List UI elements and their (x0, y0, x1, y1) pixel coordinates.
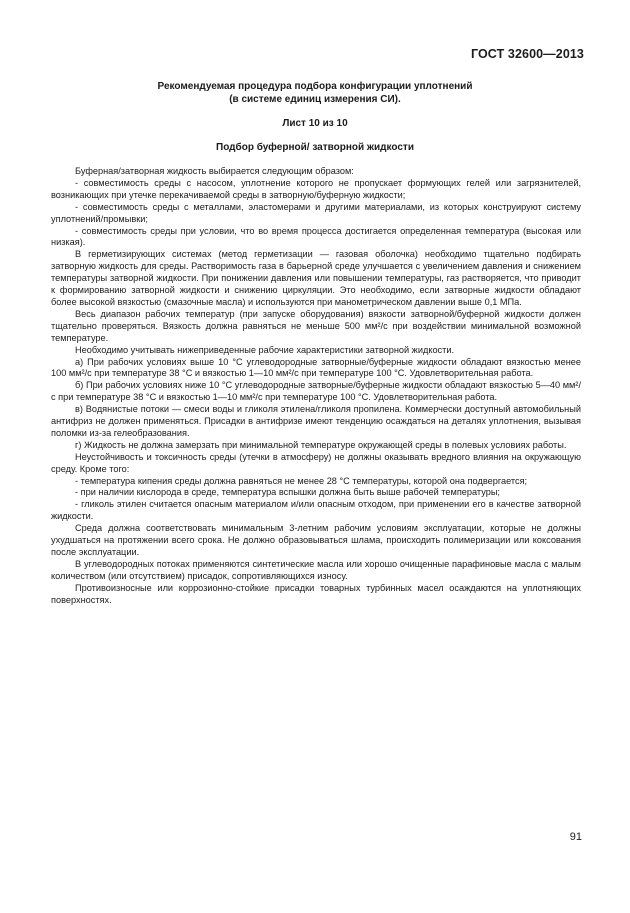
paragraph: Среда должна соответствовать минимальным 3-летним рабочим условиям эксплуатации, которые не должны ухудшаться на протяжении всего срока. Не должно образовываться шлама, происходить полимеризации или коксования после эксплуатации. (51, 523, 581, 557)
paragraph: - гликоль этилен считается опасным материалом и/или опасным отходом, при применении его в качестве затворной жидкости. (51, 499, 581, 522)
title-line-1: Рекомендуемая процедура подбора конфигурации уплотнений (157, 81, 473, 92)
paragraph: Противоизносные или коррозионно-стойкие присадки товарных турбинных масел осаждаются на уплотняющих поверхностях. (51, 582, 581, 605)
paragraph: - совместимость среды при условии, что во время процесса достигается определенная температура (высокая или низкая). (51, 225, 581, 248)
paragraph: Неустойчивость и токсичность среды (утечки в атмосферу) не должны оказывать вредного влияния на окружающую среду. Кроме того: (51, 451, 581, 474)
paragraph: б) При рабочих условиях ниже 10 °С углеводородные затворные/буферные жидкости обладают вязкостью 5—40 мм²/с при температуре 38 °С и вязкостью 1—10 мм²/с при температуре 100 °С. Удовлетворительная работа. (51, 380, 581, 403)
document-title (80, 80, 550, 106)
paragraph: - совместимость среды с металлами, эластомерами и другими материалами, из которых конструируют систему уплотнений/промывки; (51, 201, 581, 224)
paragraph: а) При рабочих условиях выше 10 °С углеводородные затворные/буферные жидкости обладают вязкостью менее 100 мм²/с при температуре 38 °С и вязкостью 1—10 мм²/с при температуре 100 °С. Удовлетворительная работа. (51, 356, 581, 379)
paragraph: В углеводородных потоках применяются синтетические масла или хорошо очищенные парафиновые масла с малым количеством (или отсутствием) присадок, сопротивляющихся износу. (51, 558, 581, 581)
paragraph: - при наличии кислорода в среде, температура вспышки должна быть выше рабочей температуры; (75, 487, 500, 498)
title-line-2: (в системе единиц измерения СИ). (229, 94, 401, 105)
sheet-label: Лист 10 из 10 (282, 118, 348, 129)
section-subtitle: Подбор буферной/ затворной жидкости (216, 142, 414, 153)
paragraph: Весь диапазон рабочих температур (при запуске оборудования) вязкости затворной/буферной жидкости должен тщательно проверяться. Вязкость должна равняться не меньше 500 мм²/с при воздействии минимальной возможной температуре. (51, 308, 581, 343)
paragraph: Необходимо учитывать нижеприведенные рабочие характеристики затворной жидкости. (75, 344, 455, 355)
page-number: 91 (569, 831, 582, 843)
body-text (51, 166, 581, 607)
paragraph: г) Жидкость не должна замерзать при минимальной температуре окружающей среды в полевых условиях работы. (75, 439, 567, 450)
paragraph: в) Водянистые потоки — смеси воды и гликоля этилена/гликоля пропилена. Коммерчески доступный автомобильный антифриз не должен применяться. Присадки в антифризе имеют тенденцию осаждаться на деталях уплотнения, вызывая поломки из-за гелеобразования. (51, 404, 581, 438)
paragraph: - температура кипения среды должна равняться не менее 28 °С температуры, которой она подвергается; (75, 475, 528, 486)
paragraph: В герметизирующих системах (метод герметизации — газовая оболочка) необходимо тщательно подбирать затворную жидкость для среды. Растворимость газа в барьерной среде улучшается с увеличением давления и снижением температуры затворной жидкости. При понижении давления или повышении температуры, газ растворяется, что приводит к формированию затворной жидкости и снижению циркуляции. Это необходимо, если затворные жидкости обладают более высокой вязкостью (смазочные масла) и используются при манометрическом давлении выше 0,1 МПа. (51, 249, 581, 307)
paragraph: Буферная/затворная жидкость выбирается следующим образом: (75, 166, 354, 176)
paragraph: - совместимость среды с насосом, уплотнение которого не пропускает формующих гелей или загрязнителей, возникающих при утечке перекачиваемой среды в затворную/буферную жидкости; (51, 177, 581, 200)
standard-number: ГОСТ 32600—2013 (470, 47, 584, 61)
